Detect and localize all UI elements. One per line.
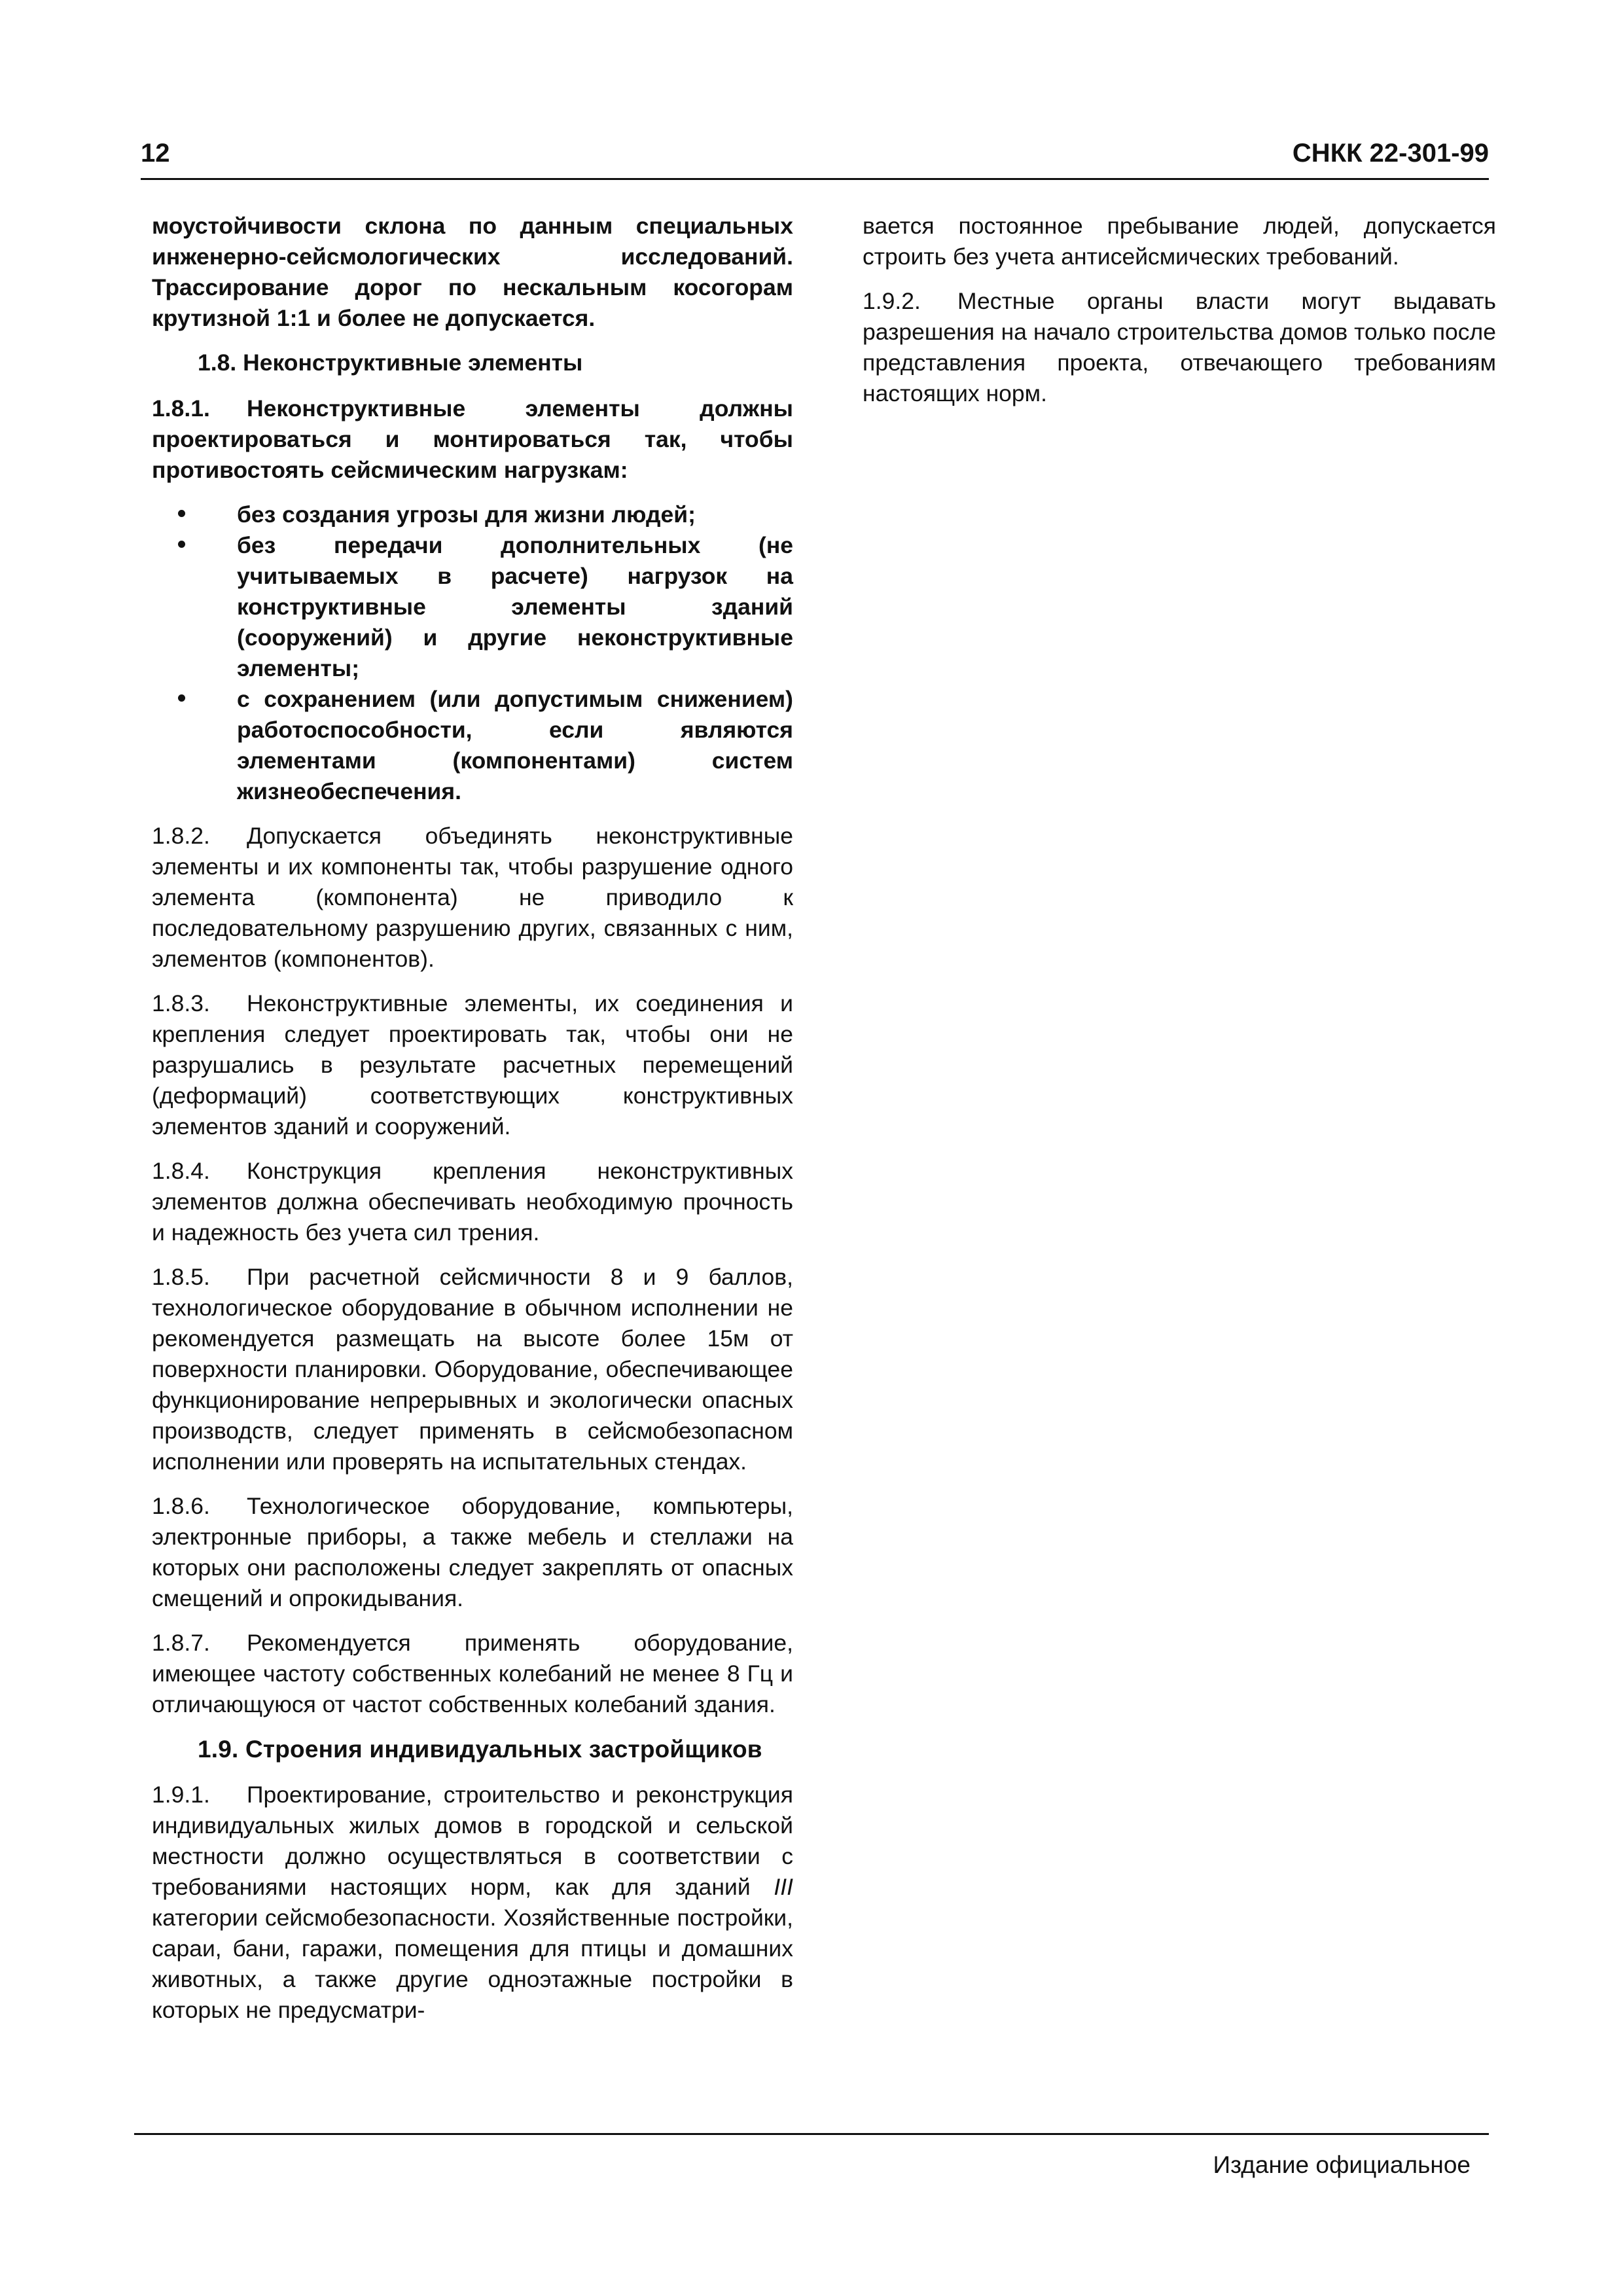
left-column — [152, 211, 793, 2039]
list-item: без передачи дополнительных (не учитываемых в расчете) нагрузок на конструктивные элементы зданий (сооружений) и другие неконструктивные элементы; — [152, 530, 793, 684]
category-label: III — [774, 1874, 793, 1900]
paragraph-number: 1.8.2. — [152, 823, 210, 849]
requirements-list — [152, 499, 793, 807]
section-1-8-heading: 1.8. Неконструктивные элементы — [198, 350, 583, 376]
continuation-paragraph: вается постоянное пребывание людей, допускается строить без учета антисейсмических требований. — [863, 213, 1496, 270]
paragraph-number: 1.8.7. — [152, 1630, 210, 1656]
list-item: с сохранением (или допустимым снижением) работоспособности, если являются элементами (компонентами) систем жизнеобеспечения. — [152, 684, 793, 807]
page-number: 12 — [141, 139, 170, 168]
intro-paragraph: моустойчивости склона по данным специальных инженерно-сейсмологических исследований. Трассирование дорог по нескальным косогорам крутизной 1:1 и более не допускается. — [152, 213, 793, 331]
footer-rule — [134, 2133, 1489, 2135]
paragraph-text: Рекомендуется применять оборудование, имеющее частоту собственных колебаний не менее 8 Гц и отличающуюся от частот собственных колебаний здания. — [152, 1630, 793, 1717]
paragraph-text: Неконструктивные элементы должны проектироваться и монтироваться так, чтобы противостоять сейсмическим нагрузкам: — [152, 395, 793, 483]
paragraph-1-8-3 — [152, 988, 793, 1142]
paragraph-text: Местные органы власти могут выдавать разрешения на начало строительства домов только после представления проекта, отвечающего требованиям настоящих норм. — [863, 288, 1496, 406]
paragraph-number: 1.8.1. — [152, 395, 210, 422]
paragraph-1-8-2 — [152, 821, 793, 975]
paragraph-number: 1.8.5. — [152, 1264, 210, 1290]
paragraph-1-8-4 — [152, 1156, 793, 1248]
paragraph-1-9-2 — [863, 286, 1496, 409]
document-code: СНКК 22-301-99 — [1292, 139, 1489, 168]
footer-edition-label: Издание официальное — [1213, 2151, 1471, 2178]
bullet-icon — [178, 510, 185, 517]
paragraph-1-8-1 — [152, 393, 793, 486]
bullet-icon — [178, 694, 185, 702]
section-1-9-heading: 1.9. Строения индивидуальных застройщиков — [198, 1736, 762, 1763]
page-header — [141, 139, 1489, 178]
paragraph-number: 1.8.3. — [152, 990, 210, 1016]
paragraph-1-8-5 — [152, 1262, 793, 1477]
paragraph-1-8-7 — [152, 1628, 793, 1720]
paragraph-number: 1.9.1. — [152, 1782, 210, 1808]
paragraph-text: Конструкция крепления неконструктивных элементов должна обеспечивать необходимую прочность и надежность без учета сил трения. — [152, 1158, 793, 1246]
paragraph-1-8-6 — [152, 1491, 793, 1614]
paragraph-text-continued: категории сейсмобезопасности. Хозяйственные постройки, сараи, бани, гаражи, помещения для птицы и домашних животных, а также другие одноэтажные постройки в которых не предусматри- — [152, 1905, 793, 2023]
right-column — [863, 211, 1496, 423]
paragraph-1-9-1 — [152, 1780, 793, 2026]
paragraph-text: При расчетной сейсмичности 8 и 9 баллов, технологическое оборудование в обычном исполнении не рекомендуется размещать на высоте более 15м от поверхности планировки. Оборудование, обеспечивающее функционирование непрерывных и экологически опасных производств, следует применять в сейсмобезопасном исполнении или проверять на испытательных стендах. — [152, 1264, 793, 1475]
header-rule — [141, 178, 1489, 180]
paragraph-number: 1.9.2. — [863, 288, 921, 314]
paragraph-text: Технологическое оборудование, компьютеры, электронные приборы, а также мебель и стеллажи на которых они расположены следует закреплять от опасных смещений и опрокидывания. — [152, 1493, 793, 1611]
paragraph-number: 1.8.6. — [152, 1493, 210, 1519]
list-item: без создания угрозы для жизни людей; — [152, 499, 793, 530]
paragraph-text: Допускается объединять неконструктивные элементы и их компоненты так, чтобы разрушение одного элемента (компонента) не приводило к последовательному разрушению других, связанных с ним, элементов (компонентов). — [152, 823, 793, 972]
paragraph-text: Проектирование, строительство и реконструкция индивидуальных жилых домов в городской и сельской местности должно осуществляться в соответствии с требованиями настоящих норм, как для зданий — [152, 1782, 793, 1900]
paragraph-text: Неконструктивные элементы, их соединения и крепления следует проектировать так, чтобы они не разрушались в результате расчетных перемещений (деформаций) соответствующих конструктивных элементов зданий и сооружений. — [152, 990, 793, 1139]
paragraph-number: 1.8.4. — [152, 1158, 210, 1184]
bullet-icon — [178, 541, 185, 548]
